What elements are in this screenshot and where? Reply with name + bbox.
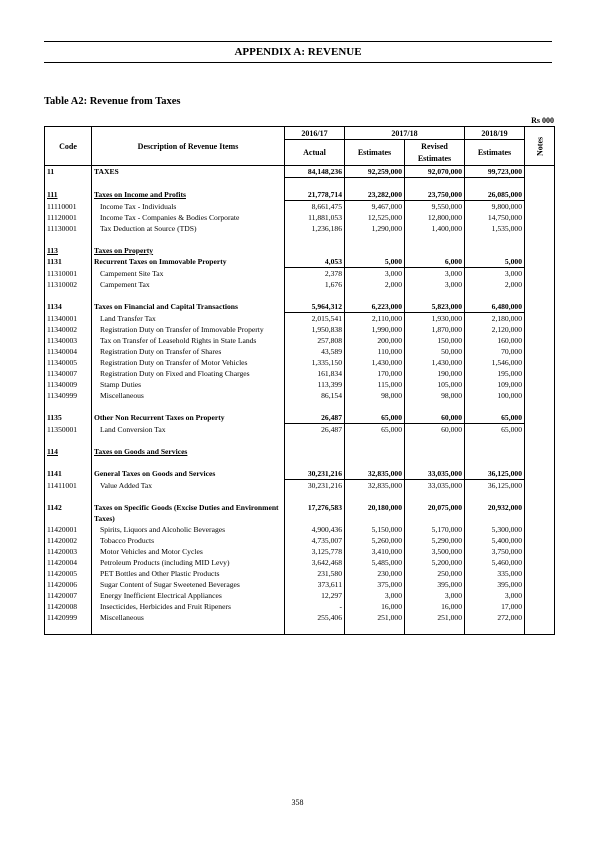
row-actual-2016: 257,808 (285, 335, 345, 346)
row-estimates-2017: 6,223,000 (345, 301, 405, 313)
row-actual-2016: 4,900,436 (285, 524, 345, 535)
table-row (45, 412, 555, 424)
header-estimates: Estimates (345, 140, 405, 166)
row-actual-2016: 30,231,216 (285, 468, 345, 480)
row-estimates-2018: 3,000 (465, 590, 525, 601)
spacer-row (45, 457, 555, 468)
row-estimates-2017: 65,000 (345, 424, 405, 436)
row-estimates-2018: 195,000 (465, 368, 525, 379)
row-code: 11340004 (45, 346, 92, 357)
row-actual-2016: 2,378 (285, 268, 345, 280)
row-estimates-2018: 65,000 (465, 412, 525, 424)
row-estimates-2018: 36,125,000 (465, 480, 525, 492)
row-estimates-2018: 272,000 (465, 612, 525, 623)
row-estimates-2017: 170,000 (345, 368, 405, 379)
row-notes (525, 601, 555, 612)
row-code: 11340009 (45, 379, 92, 390)
row-description: TAXES (92, 166, 285, 178)
row-description: Land Conversion Tax (92, 424, 285, 436)
row-code: 11420006 (45, 579, 92, 590)
row-description: Taxes on Specific Goods (Excise Duties and Environment Taxes) (92, 502, 285, 524)
row-code: 11420004 (45, 557, 92, 568)
table-row (45, 256, 555, 268)
row-description: Tax Deduction at Source (TDS) (92, 223, 285, 234)
row-revised-2017: 150,000 (405, 335, 465, 346)
row-estimates-2017: 32,835,000 (345, 468, 405, 480)
header-code: Code (45, 127, 92, 166)
table-row (45, 379, 555, 390)
row-code: 11310002 (45, 279, 92, 290)
table-row (45, 357, 555, 368)
row-description: Sugar Content of Sugar Sweetened Beverages (92, 579, 285, 590)
row-actual-2016: 8,661,475 (285, 201, 345, 213)
row-estimates-2017: 12,525,000 (345, 212, 405, 223)
row-description: Income Tax - Companies & Bodies Corporate (92, 212, 285, 223)
spacer-row (45, 491, 555, 502)
row-description: Energy Inefficient Electrical Appliances (92, 590, 285, 601)
section-heading: Taxes on Goods and Services (94, 447, 188, 456)
row-revised-2017: 9,550,000 (405, 201, 465, 213)
row-estimates-2018: 100,000 (465, 390, 525, 401)
row-notes (525, 335, 555, 346)
row-description: Registration Duty on Transfer of Motor Vehicles (92, 357, 285, 368)
row-description: Value Added Tax (92, 480, 285, 492)
row-actual-2016: 84,148,236 (285, 166, 345, 178)
row-estimates-2018: 5,460,000 (465, 557, 525, 568)
table-row (45, 166, 555, 178)
row-code: 1135 (45, 412, 92, 424)
row-actual-2016 (285, 245, 345, 256)
row-notes (525, 579, 555, 590)
row-estimates-2018: 2,120,000 (465, 324, 525, 335)
row-estimates-2017: 375,000 (345, 579, 405, 590)
table-title: Table A2: Revenue from Taxes (44, 96, 181, 107)
row-description: Registration Duty on Transfer of Immovable Property (92, 324, 285, 335)
table-row (45, 301, 555, 313)
row-estimates-2018: 1,535,000 (465, 223, 525, 234)
row-notes (525, 357, 555, 368)
row-description: PET Bottles and Other Plastic Products (92, 568, 285, 579)
row-estimates-2018: 5,400,000 (465, 535, 525, 546)
spacer-row (45, 178, 555, 190)
row-description (92, 189, 285, 201)
table-header (45, 127, 555, 166)
row-actual-2016: 1,676 (285, 279, 345, 290)
row-notes (525, 568, 555, 579)
row-notes (525, 201, 555, 213)
row-estimates-2017: 1,990,000 (345, 324, 405, 335)
row-actual-2016: 1,950,838 (285, 324, 345, 335)
row-notes (525, 546, 555, 557)
row-code: 11420005 (45, 568, 92, 579)
row-notes (525, 346, 555, 357)
row-revised-2017: 5,170,000 (405, 524, 465, 535)
row-estimates-2018: 3,000 (465, 268, 525, 280)
row-description: Recurrent Taxes on Immovable Property (92, 256, 285, 268)
row-revised-2017: 1,400,000 (405, 223, 465, 234)
row-revised-2017: 23,750,000 (405, 189, 465, 201)
row-notes (525, 324, 555, 335)
row-revised-2017: 60,000 (405, 412, 465, 424)
row-notes (525, 535, 555, 546)
row-notes (525, 268, 555, 280)
row-estimates-2018: 3,750,000 (465, 546, 525, 557)
row-revised-2017: 5,290,000 (405, 535, 465, 546)
row-actual-2016: 3,642,468 (285, 557, 345, 568)
row-actual-2016: 26,487 (285, 412, 345, 424)
row-code: 11411001 (45, 480, 92, 492)
row-estimates-2017: 65,000 (345, 412, 405, 424)
row-actual-2016: 3,125,778 (285, 546, 345, 557)
row-estimates-2017: 1,430,000 (345, 357, 405, 368)
spacer-row (45, 435, 555, 446)
row-estimates-2018 (465, 245, 525, 256)
spacer-row (45, 234, 555, 245)
row-notes (525, 524, 555, 535)
revenue-table (44, 126, 555, 635)
row-estimates-2018: 5,000 (465, 256, 525, 268)
table-row (45, 324, 555, 335)
row-estimates-2018: 2,180,000 (465, 313, 525, 325)
row-description (92, 446, 285, 457)
row-code: 11350001 (45, 424, 92, 436)
header-notes: Notes (525, 127, 555, 166)
row-notes (525, 557, 555, 568)
row-code: 11420002 (45, 535, 92, 546)
header-revised-estimates: Estimates (405, 153, 465, 166)
row-actual-2016 (285, 446, 345, 457)
row-revised-2017: 3,000 (405, 279, 465, 290)
row-description: Income Tax - Individuals (92, 201, 285, 213)
row-code: 1131 (45, 256, 92, 268)
table-row (45, 245, 555, 256)
row-revised-2017: 98,000 (405, 390, 465, 401)
row-code (45, 245, 92, 256)
row-notes (525, 468, 555, 480)
row-estimates-2017: 2,000 (345, 279, 405, 290)
row-estimates-2018: 14,750,000 (465, 212, 525, 223)
row-revised-2017 (405, 245, 465, 256)
row-description (92, 245, 285, 256)
row-revised-2017: 251,000 (405, 612, 465, 623)
row-actual-2016: 1,335,150 (285, 357, 345, 368)
row-notes (525, 590, 555, 601)
row-revised-2017: 250,000 (405, 568, 465, 579)
row-revised-2017: 3,000 (405, 590, 465, 601)
row-revised-2017: 16,000 (405, 601, 465, 612)
row-description: Motor Vehicles and Motor Cycles (92, 546, 285, 557)
row-code: 11420003 (45, 546, 92, 557)
row-code: 11420999 (45, 612, 92, 623)
header-year-2018: 2018/19 (465, 127, 525, 140)
row-notes (525, 612, 555, 623)
row-actual-2016: 17,276,583 (285, 502, 345, 524)
table-row (45, 535, 555, 546)
row-estimates-2018: 20,932,000 (465, 502, 525, 524)
row-actual-2016: 5,964,312 (285, 301, 345, 313)
section-heading: Taxes on Income and Profits (94, 190, 186, 199)
row-description: Campement Tax (92, 279, 285, 290)
row-code: 1141 (45, 468, 92, 480)
table-row (45, 212, 555, 223)
row-estimates-2017: 3,000 (345, 590, 405, 601)
row-description: Petroleum Products (including MID Levy) (92, 557, 285, 568)
row-description: Registration Duty on Transfer of Shares (92, 346, 285, 357)
row-description: Spirits, Liquors and Alcoholic Beverages (92, 524, 285, 535)
row-estimates-2017: 5,485,000 (345, 557, 405, 568)
row-notes (525, 313, 555, 325)
row-description: Land Transfer Tax (92, 313, 285, 325)
section-code: 114 (47, 447, 58, 456)
table-row (45, 601, 555, 612)
row-estimates-2017: 2,110,000 (345, 313, 405, 325)
row-code: 11340007 (45, 368, 92, 379)
row-revised-2017: 3,000 (405, 268, 465, 280)
row-estimates-2017: 251,000 (345, 612, 405, 623)
row-notes (525, 502, 555, 524)
row-actual-2016: 4,735,007 (285, 535, 345, 546)
row-notes (525, 245, 555, 256)
row-estimates-2017: 92,259,000 (345, 166, 405, 178)
row-description: Miscellaneous (92, 612, 285, 623)
table-row (45, 557, 555, 568)
row-revised-2017 (405, 446, 465, 457)
table-row (45, 189, 555, 201)
row-description: Tax on Transfer of Leasehold Rights in State Lands (92, 335, 285, 346)
table-row (45, 279, 555, 290)
row-code: 1134 (45, 301, 92, 313)
row-estimates-2017: 9,467,000 (345, 201, 405, 213)
row-revised-2017: 92,070,000 (405, 166, 465, 178)
header-year-2017: 2017/18 (345, 127, 465, 140)
header-year-2016: 2016/17 (285, 127, 345, 140)
row-actual-2016: 373,611 (285, 579, 345, 590)
section-code: 113 (47, 246, 58, 255)
row-estimates-2017: 5,260,000 (345, 535, 405, 546)
row-code: 11310001 (45, 268, 92, 280)
row-notes (525, 368, 555, 379)
row-estimates-2018: 36,125,000 (465, 468, 525, 480)
row-code: 11340005 (45, 357, 92, 368)
row-estimates-2017: 200,000 (345, 335, 405, 346)
row-code (45, 446, 92, 457)
row-revised-2017: 33,035,000 (405, 480, 465, 492)
row-estimates-2018: 9,800,000 (465, 201, 525, 213)
table-row (45, 568, 555, 579)
row-notes (525, 446, 555, 457)
row-code: 11120001 (45, 212, 92, 223)
row-revised-2017: 33,035,000 (405, 468, 465, 480)
row-estimates-2018: 160,000 (465, 335, 525, 346)
row-estimates-2017 (345, 446, 405, 457)
section-heading: Taxes on Property (94, 246, 154, 255)
row-estimates-2018: 395,000 (465, 579, 525, 590)
table-row (45, 546, 555, 557)
row-description: Stamp Duties (92, 379, 285, 390)
row-description: Other Non Recurrent Taxes on Property (92, 412, 285, 424)
row-revised-2017: 20,075,000 (405, 502, 465, 524)
table-row (45, 446, 555, 457)
row-description: Miscellaneous (92, 390, 285, 401)
row-revised-2017: 5,823,000 (405, 301, 465, 313)
row-code: 11130001 (45, 223, 92, 234)
row-estimates-2017: 20,180,000 (345, 502, 405, 524)
header-estimates-2018: Estimates (465, 140, 525, 166)
table-body (45, 166, 555, 635)
row-revised-2017: 395,000 (405, 579, 465, 590)
row-description: Insecticides, Herbicides and Fruit Ripeners (92, 601, 285, 612)
row-estimates-2018: 1,546,000 (465, 357, 525, 368)
table-row (45, 368, 555, 379)
table-row (45, 480, 555, 492)
table-row (45, 390, 555, 401)
table-row (45, 579, 555, 590)
row-notes (525, 279, 555, 290)
row-notes (525, 223, 555, 234)
table-row (45, 201, 555, 213)
table-row (45, 268, 555, 280)
row-description: Tobacco Products (92, 535, 285, 546)
row-code: 11420001 (45, 524, 92, 535)
table-row (45, 612, 555, 623)
row-actual-2016: 26,487 (285, 424, 345, 436)
table-row (45, 346, 555, 357)
row-estimates-2017: 32,835,000 (345, 480, 405, 492)
units-label: Rs 000 (531, 116, 554, 125)
row-actual-2016: 12,297 (285, 590, 345, 601)
row-revised-2017: 5,200,000 (405, 557, 465, 568)
row-actual-2016: 2,015,541 (285, 313, 345, 325)
row-estimates-2017: 230,000 (345, 568, 405, 579)
row-code: 11420007 (45, 590, 92, 601)
spacer-row (45, 623, 555, 635)
table-row (45, 502, 555, 524)
row-estimates-2018: 6,480,000 (465, 301, 525, 313)
row-estimates-2017: 3,000 (345, 268, 405, 280)
row-description: General Taxes on Goods and Services (92, 468, 285, 480)
row-actual-2016: 1,236,186 (285, 223, 345, 234)
row-revised-2017: 1,930,000 (405, 313, 465, 325)
row-revised-2017: 6,000 (405, 256, 465, 268)
row-code: 11340002 (45, 324, 92, 335)
page-number: 358 (291, 798, 304, 807)
row-actual-2016: 4,053 (285, 256, 345, 268)
appendix-title: APPENDIX A: REVENUE (44, 41, 552, 63)
table-row (45, 590, 555, 601)
row-code: 1142 (45, 502, 92, 524)
row-estimates-2017: 115,000 (345, 379, 405, 390)
row-estimates-2018: 5,300,000 (465, 524, 525, 535)
row-actual-2016: 113,399 (285, 379, 345, 390)
row-code: 11340001 (45, 313, 92, 325)
table-row (45, 524, 555, 535)
row-code: 11110001 (45, 201, 92, 213)
row-estimates-2018: 17,000 (465, 601, 525, 612)
row-estimates-2017: 3,410,000 (345, 546, 405, 557)
spacer-row (45, 290, 555, 301)
row-actual-2016: 231,580 (285, 568, 345, 579)
row-description: Campement Site Tax (92, 268, 285, 280)
row-estimates-2018 (465, 446, 525, 457)
row-notes (525, 212, 555, 223)
row-estimates-2017: 110,000 (345, 346, 405, 357)
row-actual-2016: - (285, 601, 345, 612)
row-code: 11 (45, 166, 92, 178)
row-estimates-2018: 26,085,000 (465, 189, 525, 201)
row-estimates-2018: 99,723,000 (465, 166, 525, 178)
row-estimates-2017: 16,000 (345, 601, 405, 612)
row-actual-2016: 21,778,714 (285, 189, 345, 201)
row-revised-2017: 1,870,000 (405, 324, 465, 335)
row-revised-2017: 3,500,000 (405, 546, 465, 557)
table-row (45, 335, 555, 346)
row-notes (525, 390, 555, 401)
row-notes (525, 379, 555, 390)
row-code: 11340999 (45, 390, 92, 401)
row-estimates-2018: 65,000 (465, 424, 525, 436)
row-description: Registration Duty on Fixed and Floating Charges (92, 368, 285, 379)
row-notes (525, 301, 555, 313)
table-row (45, 223, 555, 234)
row-actual-2016: 161,834 (285, 368, 345, 379)
header-description: Description of Revenue Items (92, 127, 285, 166)
row-actual-2016: 30,231,216 (285, 480, 345, 492)
row-notes (525, 189, 555, 201)
row-estimates-2017: 98,000 (345, 390, 405, 401)
row-notes (525, 166, 555, 178)
row-description: Taxes on Financial and Capital Transactions (92, 301, 285, 313)
row-actual-2016: 86,154 (285, 390, 345, 401)
section-code: 111 (47, 190, 58, 199)
row-estimates-2018: 70,000 (465, 346, 525, 357)
header-revised: Revised (405, 140, 465, 153)
row-code: 11420008 (45, 601, 92, 612)
table-row (45, 313, 555, 325)
row-revised-2017: 190,000 (405, 368, 465, 379)
spacer-row (45, 401, 555, 412)
table-row (45, 424, 555, 436)
row-code (45, 189, 92, 201)
row-notes (525, 256, 555, 268)
row-notes (525, 412, 555, 424)
row-actual-2016: 43,589 (285, 346, 345, 357)
row-estimates-2017: 23,282,000 (345, 189, 405, 201)
row-revised-2017: 105,000 (405, 379, 465, 390)
row-code: 11340003 (45, 335, 92, 346)
row-revised-2017: 60,000 (405, 424, 465, 436)
row-notes (525, 424, 555, 436)
row-estimates-2017: 1,290,000 (345, 223, 405, 234)
row-estimates-2017: 5,150,000 (345, 524, 405, 535)
row-actual-2016: 255,406 (285, 612, 345, 623)
row-estimates-2017: 5,000 (345, 256, 405, 268)
header-actual: Actual (285, 140, 345, 166)
table-row (45, 468, 555, 480)
row-estimates-2018: 335,000 (465, 568, 525, 579)
row-notes (525, 480, 555, 492)
row-revised-2017: 12,800,000 (405, 212, 465, 223)
row-estimates-2017 (345, 245, 405, 256)
row-estimates-2018: 109,000 (465, 379, 525, 390)
row-actual-2016: 11,881,053 (285, 212, 345, 223)
row-revised-2017: 1,430,000 (405, 357, 465, 368)
row-revised-2017: 50,000 (405, 346, 465, 357)
row-estimates-2018: 2,000 (465, 279, 525, 290)
